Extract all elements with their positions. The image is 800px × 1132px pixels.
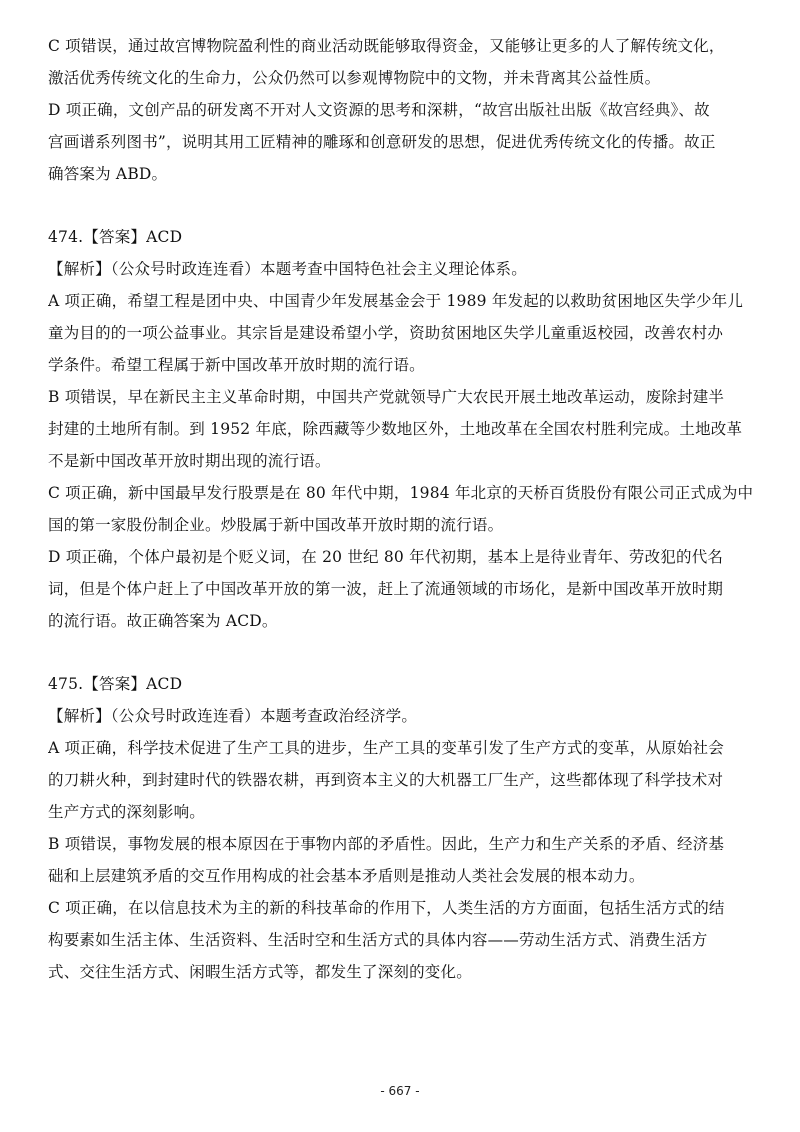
text-line: 国的第一家股份制企业。炒股属于新中国改革开放时期的流行语。 [48, 516, 504, 534]
page-number: - 667 - [380, 1084, 420, 1098]
question-475-answer: 475.【答案】ACD [48, 675, 183, 693]
text-line: 宫画谱系列图书”，说明其用工匠精神的雕琢和创意研发的思想，促进优秀传统文化的传播。故正 [48, 133, 716, 151]
text-line: 不是新中国改革开放时期出现的流行语。 [48, 452, 331, 470]
text-line: 构要素如生活主体、生活资料、生活时空和生活方式的具体内容——劳动生活方式、消费生活方 [48, 931, 708, 949]
text-line: 激活优秀传统文化的生命力，公众仍然可以参观博物院中的文物，并未背离其公益性质。 [48, 69, 661, 87]
text-line: D 项正确，文创产品的研发离不开对人文资源的思考和深耕，“故宫出版社出版《故宫经典》、故 [48, 101, 710, 119]
text-line: 封建的土地所有制。到 1952 年底，除西藏等少数地区外，土地改革在全国农村胜利完成。土地改革 [48, 420, 743, 438]
text-line: 学条件。希望工程属于新中国改革开放时期的流行语。 [48, 356, 425, 374]
text-line: C 项错误，通过故宫博物院盈利性的商业活动既能够取得资金，又能够让更多的人了解传统文化， [48, 37, 725, 55]
text-line: C 项正确，新中国最早发行股票是在 80 年代中期，1984 年北京的天桥百货股份有限公司正式成为中 [48, 484, 754, 502]
text-line: 的流行语。故正确答案为 ACD。 [48, 612, 278, 630]
text-line: 童为目的的一项公益事业。其宗旨是建设希望小学，资助贫困地区失学儿童重返校园，改善农村办 [48, 324, 724, 342]
text-line: 的刀耕火种，到封建时代的铁器农耕，再到资本主义的大机器工厂生产，这些都体现了科学技术对 [48, 771, 724, 789]
text-line: 确答案为 ABD。 [48, 165, 168, 183]
text-line: 词，但是个体户赶上了中国改革开放的第一波，赶上了流通领域的市场化，是新中国改革开放时期 [48, 580, 724, 598]
text-line: A 项正确，希望工程是团中央、中国青少年发展基金会于 1989 年发起的以救助贫困地区失学少年儿 [48, 292, 744, 310]
text-line: B 项错误，事物发展的根本原因在于事物内部的矛盾性。因此，生产力和生产关系的矛盾、经济基 [48, 835, 725, 853]
question-474-answer: 474.【答案】ACD [48, 228, 183, 246]
question-475-analysis: 【解析】（公众号时政连连看）本题考查政治经济学。 [48, 707, 418, 725]
text-line: 式、交往生活方式、闲暇生活方式等，都发生了深刻的变化。 [48, 963, 472, 981]
text-line: B 项错误，早在新民主主义革命时期，中国共产党就领导广大农民开展土地改革运动，废除封建半 [48, 388, 725, 406]
text-line: 生产方式的深刻影响。 [48, 803, 206, 821]
text-line: A 项正确，科学技术促进了生产工具的进步，生产工具的变革引发了生产方式的变革，从原始社会 [48, 739, 724, 757]
question-474-analysis: 【解析】（公众号时政连连看）本题考查中国特色社会主义理论体系。 [48, 260, 527, 278]
text-line: 础和上层建筑矛盾的交互作用构成的社会基本矛盾则是推动人类社会发展的根本动力。 [48, 867, 645, 885]
text-line: C 项正确，在以信息技术为主的新的科技革命的作用下，人类生活的方方面面，包括生活方式的结 [48, 899, 725, 917]
text-line: D 项正确，个体户最初是个贬义词，在 20 世纪 80 年代初期，基本上是待业青年、劳改犯的代名 [48, 548, 724, 566]
